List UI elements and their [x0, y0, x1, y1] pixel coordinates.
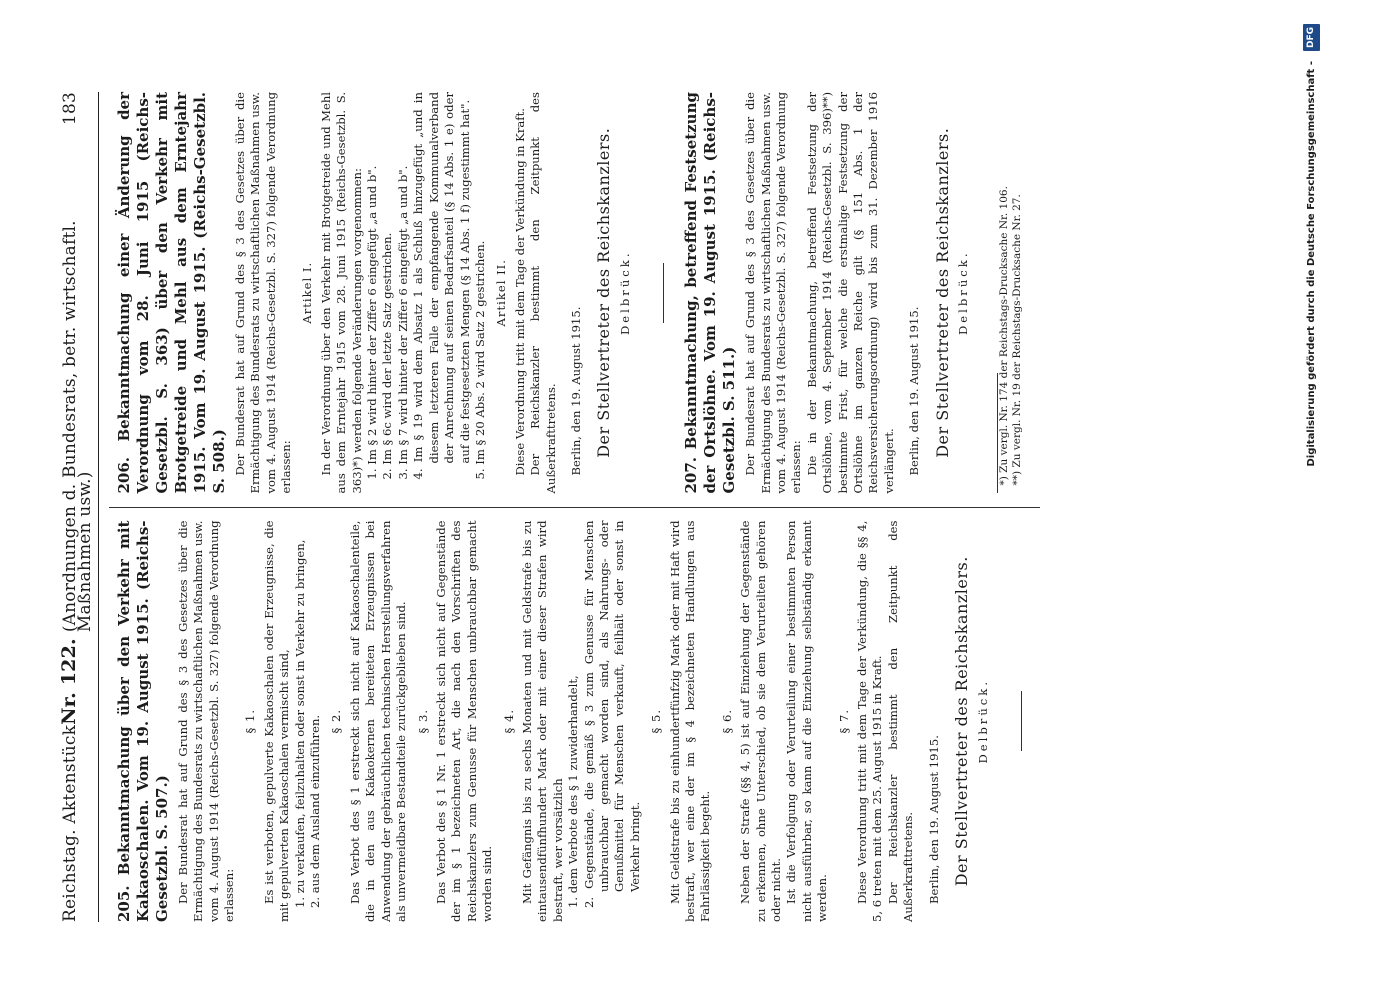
section-205-place-date: Berlin, den 19. August 1915.: [926, 735, 941, 904]
section-divider-rule: [663, 263, 664, 323]
section-205-intro: Der Bundesrat hat auf Grund des § 3 des Gesetzes über die Ermächtigung des Bundesrats zu wirtschaftlichen Maßnahmen usw. vom 4. August 1914 (Reichs-Gesetzbl. S. 327) folgende Verordnung erlassen:: [175, 520, 237, 922]
paragraph-2-heading: § 2.: [329, 708, 344, 734]
paragraph-6-heading: § 6.: [719, 708, 734, 734]
digitization-footer: [1303, 0, 1320, 1000]
paragraph-2-text: Das Verbot des § 1 erstreckt sich nicht auf Kakaoschalenteile, die in den aus Kakaokernen bereiteten Erzeugnissen bei Anwendung der gebräuchlichen technischen Herstellungsverfahren als unvermeidbare Bestandteile zurückgeblieben sind.: [347, 520, 409, 922]
paragraph-4-heading: § 4.: [501, 708, 516, 734]
paragraph-4-item-2: 2. Gegenstände, die gemäß § 3 zum Genusse für Menschen unbrauchbar gemacht worden sind, als Nahrungs- oder Genußmittel für Menschen verkauft, feilhält oder sonst in Verkehr bringt.: [581, 520, 642, 908]
section-206-signature-title: Der Stellvertreter des Reichskanzlers.: [594, 127, 614, 458]
two-columns: [109, 92, 1040, 922]
digitization-credit: Digitalisierung gefördert durch die Deutsche Forschungsgemeinschaft -: [1306, 61, 1317, 467]
paragraph-1-item-2: 2. aus dem Ausland einzuführen.: [308, 714, 323, 908]
section-206-intro: Der Bundesrat hat auf Grund des § 3 des Gesetzes über die Ermächtigung des Bundesrats zu wirtschaftlichen Maßnahmen usw. vom 4. August 1914 (Reichs-Gesetzbl. S. 327) folgende Verordnung erlassen:: [232, 92, 294, 494]
section-207-intro: Der Bundesrat hat auf Grund des § 3 des Gesetzes über die Ermächtigung des Bundesrats zu wirtschaftlichen Maßnahmen usw. vom 4. August 1914 (Reichs-Gesetzbl. S. 327) folgende Verordnung erlassen:: [743, 92, 804, 494]
section-207-place-date: Berlin, den 19. August 1915.: [907, 306, 922, 476]
article-2-text-1: Diese Verordnung tritt mit dem Tage der Verkündung in Kraft.: [512, 108, 527, 476]
section-207-text: Die in der Bekanntmachung, betreffend Festsetzung der Ortslöhne, vom 4. September 1914 (Reichs-Gesetzbl. S. 396)**) bestimmte Frist, für welche die erstmalige Festsetzung der Ortslöhne im ganzen Reiche gilt (§ 151 Abs. 1 der Reichsversicherungsordnung) wird bis zum 31. Dezember 1916 verlängert.: [804, 92, 896, 494]
section-205-signature-name: Delbrück.: [975, 679, 990, 764]
section-207-title: 207. Bekanntmachung, betreffend Festsetzung der Ortslöhne. Vom 19. August 1915. (Reichs-Gesetzbl. S. 511.): [682, 92, 739, 494]
section-206-place-date: Berlin, den 19. August 1915.: [568, 306, 583, 476]
footnote-2: **) Zu vergl. Nr. 19 der Reichstags-Drucksache Nr. 27.: [1011, 194, 1024, 486]
article-1-item-4: 4. Im § 19 wird dem Absatz 1 als Schluß hinzugefügt „und in diesem letzteren Falle der empfangende Kommunalverband der Anrechnung auf seinen Bedarfsanteil (§ 14 Abs. 1 e) oder auf die festgesetzten Mengen (§ 14 Abs. 1 f) zugestimmt hat".: [411, 92, 472, 480]
paragraph-1-heading: § 1.: [243, 708, 258, 734]
paragraph-7-heading: § 7.: [836, 708, 851, 734]
article-1-item-3: 3. Im § 7 wird hinter der Ziffer 6 eingefügt „a und b".: [395, 165, 410, 480]
paragraph-4-item-1: 1. dem Verbote des § 1 zuwiderhandelt,: [566, 675, 581, 908]
page-header: [58, 92, 99, 922]
article-1-heading: Artikel I.: [300, 261, 315, 324]
section-206-title: 206. Bekanntmachung einer Änderung der Verordnung vom 28. Juni 1915 (Reichs-Gesetzbl. S. 363) über den Verkehr mit Brotgetreide und Mehl aus dem Erntejahr 1915. Vom 19. August 1915. (Reichs-Gesetzbl. S. 508.): [114, 92, 228, 494]
paragraph-4-text: Mit Gefängnis bis zu sechs Monaten und mit Geldstrafe bis zu eintausendfünfhundert Mark oder mit einer dieser Strafen wird bestraft, wer vorsätzlich: [519, 520, 565, 922]
paragraph-5-text: Mit Geldstrafe bis zu einhundertfünfzig Mark oder mit Haft wird bestraft, wer eine der im § 4 bezeichneten Handlungen aus Fahrlässigkeit begeht.: [667, 520, 713, 922]
right-column: [109, 92, 1040, 508]
paragraph-7-text-2: Der Reichskanzler bestimmt den Zeitpunkt des Außerkrafttretens.: [885, 520, 916, 922]
section-205-signature-title: Der Stellvertreter des Reichskanzlers.: [952, 556, 972, 887]
article-2-heading: Artikel II.: [494, 259, 509, 327]
article-1-item-2: 2. Im § 6c wird der letzte Satz gestrichen.: [380, 232, 395, 480]
paragraph-1-item-1: 1. zu verkaufen, feilzuhalten oder sonst in Verkehr zu bringen,: [292, 539, 307, 908]
paragraph-7-text-1: Diese Verordnung tritt mit dem Tage der Verkündung, die §§ 4, 5, 6 treten mit dem 25. August 1915 in Kraft.: [855, 520, 885, 922]
left-column: [109, 508, 1040, 923]
header-prefix: Reichstag. Aktenstück: [60, 724, 80, 922]
paragraph-5-heading: § 5.: [649, 708, 664, 734]
paragraph-6-text-1: Neben der Strafe (§§ 4, 5) ist auf Einziehung der Gegenstände zu erkennen, ohne Unterschied, ob sie dem Verurteilten gehören oder nicht.: [738, 520, 784, 922]
section-205-title: 205. Bekanntmachung über den Verkehr mit Kakaoschalen. Vom 19. August 1915. (Reichs-Gesetzbl. S. 507.): [114, 520, 171, 922]
paragraph-6-text-2: Ist die Verfolgung oder Verurteilung einer bestimmten Person nicht ausführbar, so kann auf die Einziehung selbständig erkannt werden.: [784, 520, 830, 922]
page-number: 183: [60, 92, 80, 126]
article-2-text-2: Der Reichskanzler bestimmt den Zeitpunkt des Außerkrafttretens.: [528, 92, 558, 494]
article-1-item-5: 5. Im § 20 Abs. 2 wird Satz 2 gestrichen.: [472, 240, 487, 480]
header-title: (Anordnungen d. Bundesrats, betr. wirtschaftl. Maßnahmen usw.): [60, 220, 96, 633]
paragraph-1-text: Es ist verboten, gepulverte Kakaoschalen oder Erzeugnisse, die mit gepulverten Kakaoschalen vermischt sind,: [261, 520, 292, 922]
paragraph-3-text: Das Verbot des § 1 Nr. 1 erstreckt sich nicht auf Gegenstände der im § 1 bezeichneten Art, die nach den Vorschriften des Reichskanzlers zum Genusse für Menschen unbrauchbar gemacht worden sind.: [433, 520, 495, 922]
section-207-signature-title: Der Stellvertreter des Reichskanzlers.: [932, 127, 952, 458]
dfg-logo-icon: DFG: [1303, 24, 1320, 51]
document-number: Nr. 122.: [58, 638, 80, 725]
article-1-item-1: 1. Im § 2 wird hinter der Ziffer 6 eingefügt „a und b".: [365, 165, 380, 480]
footnote-1: *) Zu vergl. Nr. 174 der Reichstags-Drucksache Nr. 106.: [998, 186, 1011, 486]
paragraph-3-heading: § 3.: [415, 708, 430, 734]
article-1-text: In der Verordnung über den Verkehr mit Brotgetreide und Mehl aus dem Erntejahr 1915 vom 28. Juni 1915 (Reichs-Gesetzbl. S. 363)*) werden folgende Veränderungen vorgenommen:: [318, 92, 364, 494]
section-207-signature-name: Delbrück.: [956, 250, 971, 335]
section-divider-rule: [1021, 691, 1022, 751]
section-206-signature-name: Delbrück.: [617, 250, 632, 335]
